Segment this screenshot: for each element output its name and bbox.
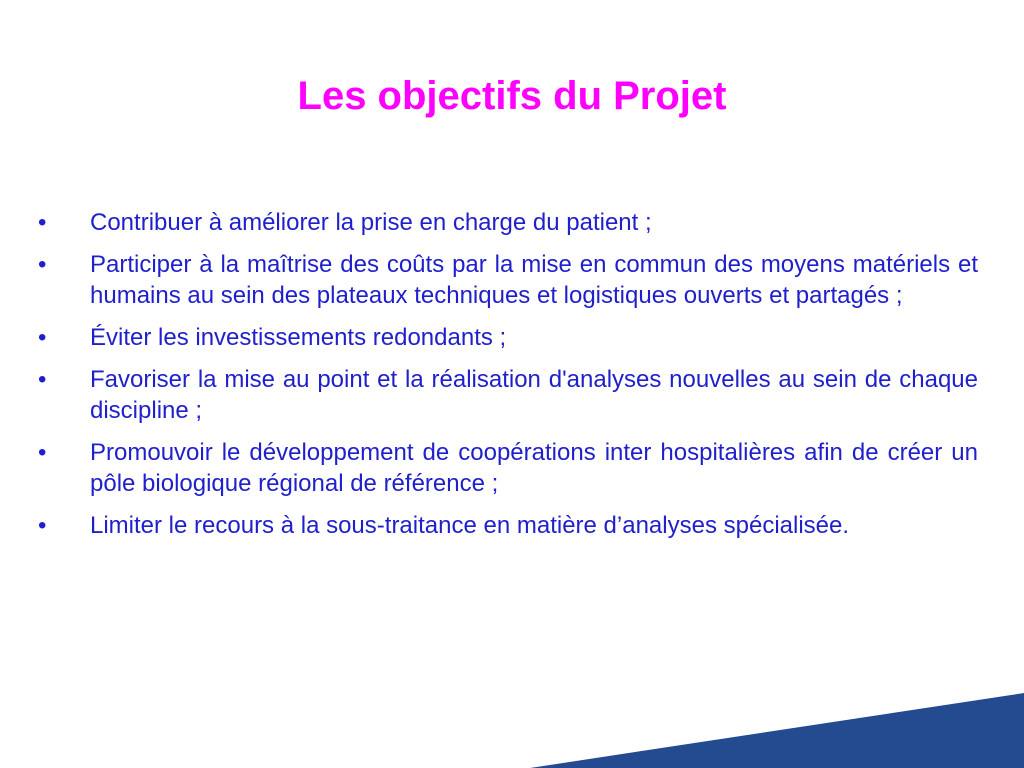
bullet-icon: • [38,512,47,539]
bullet-text: Favoriser la mise au point et la réalisation d'analyses nouvelles au sein de chaque discipline ; [90,366,978,424]
objectives-list [36,207,978,552]
bullet-icon: • [38,251,47,278]
list-item [36,437,978,499]
slide-title: Les objectifs du Projet [297,74,727,118]
list-item [36,510,978,541]
bullet-icon: • [38,439,47,466]
bullet-icon: • [38,366,47,393]
bullet-text: Participer à la maîtrise des coûts par la mise en commun des moyens matériels et humains au sein des plateaux techniques et logistiques ouverts et partagés ; [90,251,978,309]
bullet-text: Éviter les investissements redondants ; [90,324,507,351]
list-item [36,322,978,353]
list-item [36,364,978,426]
list-item [36,249,978,311]
bullet-text: Contribuer à améliorer la prise en charge du patient ; [90,209,652,236]
blue-corner-band [530,693,1024,768]
list-item [36,207,978,238]
bullet-icon: • [38,324,47,351]
bullet-text: Promouvoir le développement de coopérations inter hospitalières afin de créer un pôle biologique régional de référence ; [90,439,978,497]
bullet-icon: • [38,209,47,236]
bullet-text: Limiter le recours à la sous-traitance en matière d’analyses spécialisée. [90,512,850,539]
